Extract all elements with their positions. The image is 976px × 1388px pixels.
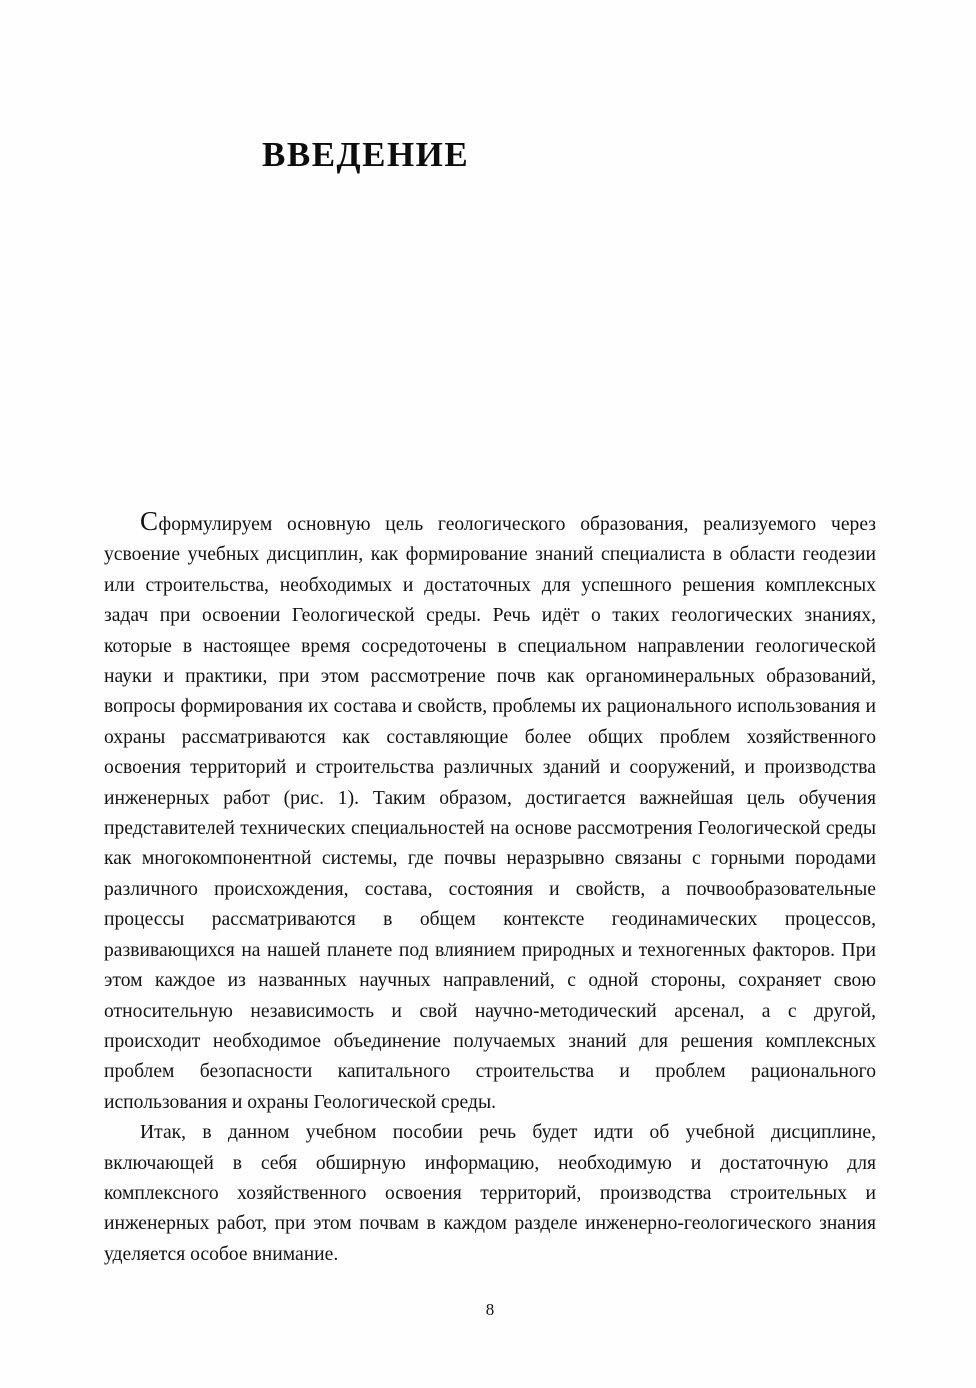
paragraph-1-text: формулируем основную цель геологического образования, реализуемого через усвоение учебных дисциплин, как формирование знаний специалиста в области геодезии или строительства, необходимых и достаточных для успешного решения комплексных задач при освоении Геологической среды. Речь идёт о таких геологических знаниях, которые в настоящее время сосредоточены в специальном направлении геологической науки и практики, при этом рассмотрение почв как органоминеральных образований, вопросы формирования их состава и свойств, проблемы их рационального использования и охраны рассматриваются как составляющие более общих проблем хозяйственного освоения территорий и строительства различных зданий и сооружений, и производства инженерных работ (рис. 1). Таким образом, достигается важнейшая цель обучения представителей технических специальностей на основе рассмотрения Геологической среды как многокомпонентной системы, где почвы неразрывно связаны с горными породами различного происхождения, состава, состояния и свойств, а почвообразовательные процессы рассматриваются в общем контексте геодинамических процессов, развивающихся на нашей планете под влиянием природных и техногенных факторов. При этом каждое из названных научных направлений, с одной стороны, сохраняет свою относительную независимость и свой научно-методический арсенал, а с другой, происходит необходимое объединение получаемых знаний для решения комплексных проблем безопасности капитального строительства и проблем рационального использования и охраны Геологической среды. [104,514,876,1113]
paragraph-2 [104,1118,876,1270]
page-number: 8 [485,1300,495,1319]
page-title: ВВЕДЕНИЕ [262,135,470,175]
body-text [104,508,876,1270]
page-content [104,0,876,1388]
drop-cap: С [140,506,159,536]
paragraph-1 [104,508,876,1118]
paragraph-2-text: Итак, в данном учебном пособии речь будет идти об учебной дисциплине, включающей в себя обширную информацию, необходимую и достаточную для комплексного хозяйственного освоения территорий, производства строительных и инженерных работ, при этом почвам в каждом разделе инженерно-геологического знания уделяется особое внимание. [104,1122,876,1265]
